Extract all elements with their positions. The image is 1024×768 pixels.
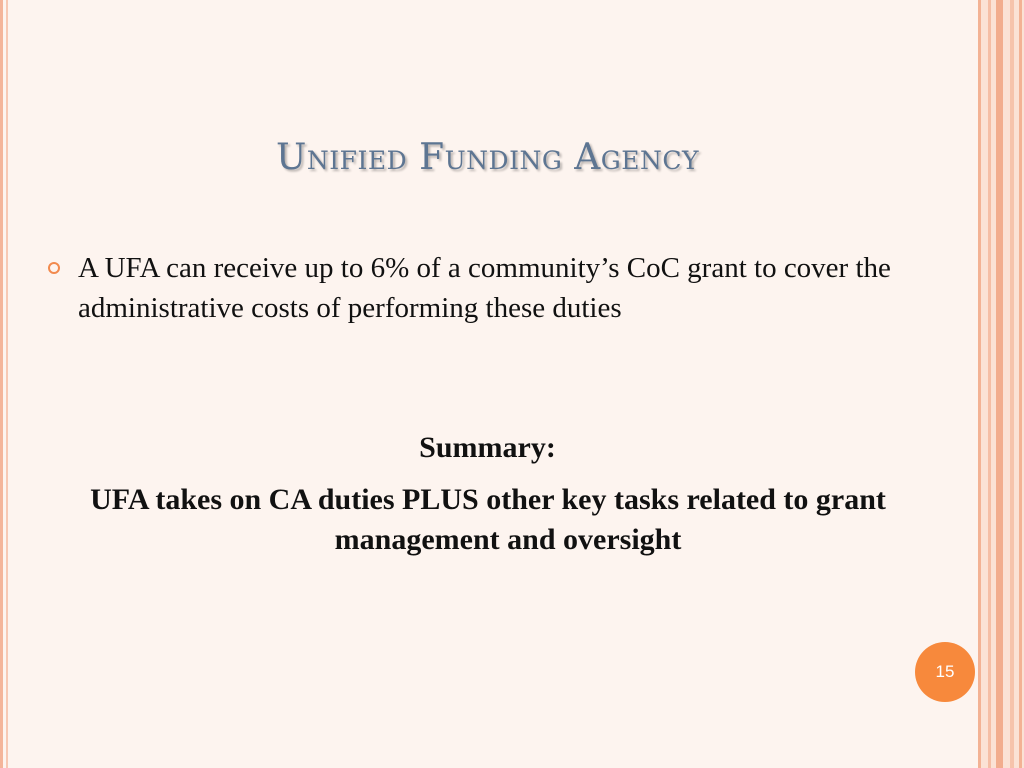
left-border-stripe [6,0,8,768]
right-border-stripe [988,0,991,768]
summary-heading: Summary: [419,431,556,464]
slide-title: Unified Funding Agency [276,137,699,178]
right-border-stripe [978,0,981,768]
summary-body: UFA takes on CA duties PLUS other key tasks related to grant management and oversight [90,483,886,556]
right-border-stripe [996,0,1003,768]
hollow-circle-bullet-icon [48,262,60,274]
right-border-stripe [1019,0,1022,768]
page-number-badge: 15 [915,642,975,702]
bullet-text: A UFA can receive up to 6% of a community’s CoC grant to cover the administrative costs of performing these duties [78,252,891,324]
right-border-stripe [1010,0,1014,768]
left-border-stripe [0,0,3,768]
